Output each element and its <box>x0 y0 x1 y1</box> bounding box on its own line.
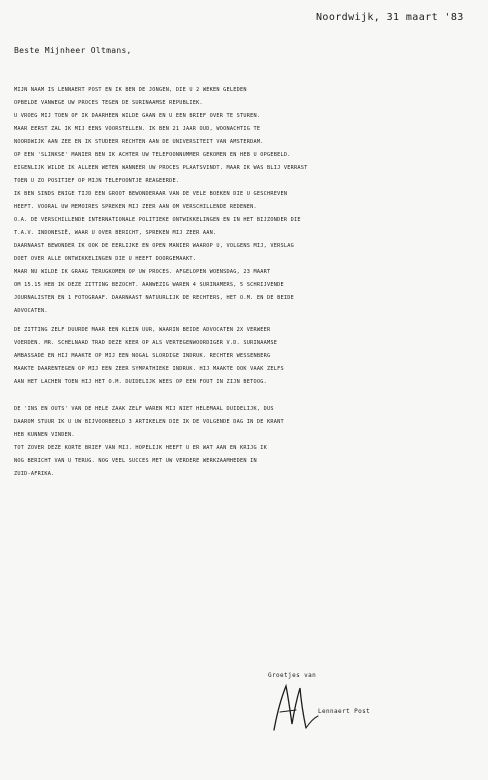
letter-closing: Groetjes van <box>268 672 317 679</box>
letter-line: AAN HET LACHEN TOEN HIJ HET O.M. DUIDELIJK WEES OP EEN FOUT IN ZIJN BETOOG. <box>14 379 267 385</box>
letter-line: MAAKTE DAARENTEGEN OP MIJ EEN ZEER SYMPATHIEKE INDRUK. HIJ MAAKTE OOK VAAK ZELFS <box>14 366 284 372</box>
letter-line: MAAR EERST ZAL IK MIJ EENS VOORSTELLEN. IK BEN 21 JAAR OUD, WOONACHTIG TE <box>14 126 261 132</box>
letter-body <box>14 84 476 481</box>
handwritten-signature <box>266 678 336 736</box>
letter-line: NOORDWIJK AAN ZEE EN IK STUDEER RECHTEN AAN DE UNIVERSITEIT VAN AMSTERDAM. <box>14 139 264 145</box>
letter-line: OPBELDE VANWEGE UW PROCES TEGEN DE SURINAAMSE REPUBLIEK. <box>14 100 203 106</box>
letter-line: TOT ZOVER DEZE KORTE BRIEF VAN MIJ. HOPELIJK HEEFT U ER WAT AAN EN KRIJG IK <box>14 445 267 451</box>
letter-line: AMBASSADE EN HIJ MAAKTE OP MIJ EEN NOGAL SLORDIGE INDRUK. RECHTER WESSENBERG <box>14 353 271 359</box>
letter-line: EIGENLIJK WILDE IK ALLEEN WETEN WANNEER UW PROCES PLAATSVINDT. MAAR IK WAS BLIJ VERRAST <box>14 165 308 171</box>
letter-line: TOEN U ZO POSITIEF OP MIJN TELEFOONTJE REAGEERDE. <box>14 178 180 184</box>
letter-line: ZUID-AFRIKA. <box>14 471 55 477</box>
letter-salutation: Beste Mijnheer Oltmans, <box>14 46 132 55</box>
letter-line: ADVOCATEN. <box>14 308 48 314</box>
letter-line: DAARNAAST BEWONDER IK OOK DE EERLIJKE EN OPEN MANIER WAAROP U, VOLGENS MIJ, VERSLAG <box>14 243 294 249</box>
letter-line: IK BEN SINDS ENIGE TIJD EEN GROOT BEWONDERAAR VAN DE VELE BOEKEN DIE U GESCHREVEN <box>14 191 288 197</box>
letter-line: T.A.V. INDONESIË, WAAR U OVER BERICHT, SPREKEN MIJ ZEER AAN. <box>14 230 217 236</box>
letter-line: MIJN NAAM IS LENNAERT POST EN IK BEN DE JONGEN, DIE U 2 WEKEN GELEDEN <box>14 87 247 93</box>
letter-line: O.A. DE VERSCHILLENDE INTERNATIONALE POLITIEKE ONTWIKKELINGEN EN IN HET BIJZONDER DIE <box>14 217 301 223</box>
paragraph-gap <box>14 389 476 403</box>
letter-line: HEEFT. VOORAL UW MEMOIRES SPREKEN MIJ ZEER AAN OM VERSCHILLENDE REDENEN. <box>14 204 257 210</box>
letter-line: VOERDEN. MR. SCHELNAAD TRAD DEZE KEER OP ALS VERTEGENWOORDIGER V.D. SURINAAMSE <box>14 340 278 346</box>
letter-line: OM 15.15 HEB IK DEZE ZITTING BEZOCHT. AANWEZIG WAREN 4 SURINAMERS, 5 SCHRIJVENDE <box>14 282 284 288</box>
letter-line: MAAR NU WILDE IK GRAAG TERUGKOMEN OP UW PROCES. AFGELOPEN WOENSDAG, 23 MAART <box>14 269 271 275</box>
letter-signature-name: Lennaert Post <box>318 708 371 715</box>
letter-line: NOG BERICHT VAN U TERUG. NOG VEEL SUCCES MET UW VERDERE WERKZAAMHEDEN IN <box>14 458 257 464</box>
letter-line: OP EEN 'SLINKSE' MANIER BEN IK ACHTER UW TELEFOONNUMMER GEKOMEN EN HEB U OPGEBELD. <box>14 152 291 158</box>
letter-dateline: Noordwijk, 31 maart '83 <box>316 12 464 23</box>
letter-line: HEB KUNNEN VINDEN. <box>14 432 75 438</box>
letter-paragraph-2 <box>14 403 476 481</box>
letter-line: DE ZITTING ZELF DUURDE MAAR EEN KLEIN UUR, WAARIN BEIDE ADVOCATEN 2X VERWEER <box>14 327 271 333</box>
letter-line: JOURNALISTEN EN 1 FOTOGRAAF. DAARNAAST NATUURLIJK DE RECHTERS, HET O.M. EN DE BEIDE <box>14 295 294 301</box>
letter-paragraph-1 <box>14 84 476 389</box>
letter-line: DAAROM STUUR IK U UW BIJVOORBEELD 3 ARTIKELEN DIE IK DE VOLGENDE DAG IN DE KRANT <box>14 419 284 425</box>
letter-line: U VROEG MIJ TOEN OF IK DAARHEEN WILDE GAAN EN U EEN BRIEF OVER TE STUREN. <box>14 113 261 119</box>
letter-line: DE 'INS EN OUTS' VAN DE HELE ZAAK ZELF WAREN MIJ NIET HELEMAAL DUIDELIJK, DUS <box>14 406 274 412</box>
letter-line: DOET OVER ALLE ONTWIKKELINGEN DIE U HEEFT DOORGEMAAKT. <box>14 256 197 262</box>
